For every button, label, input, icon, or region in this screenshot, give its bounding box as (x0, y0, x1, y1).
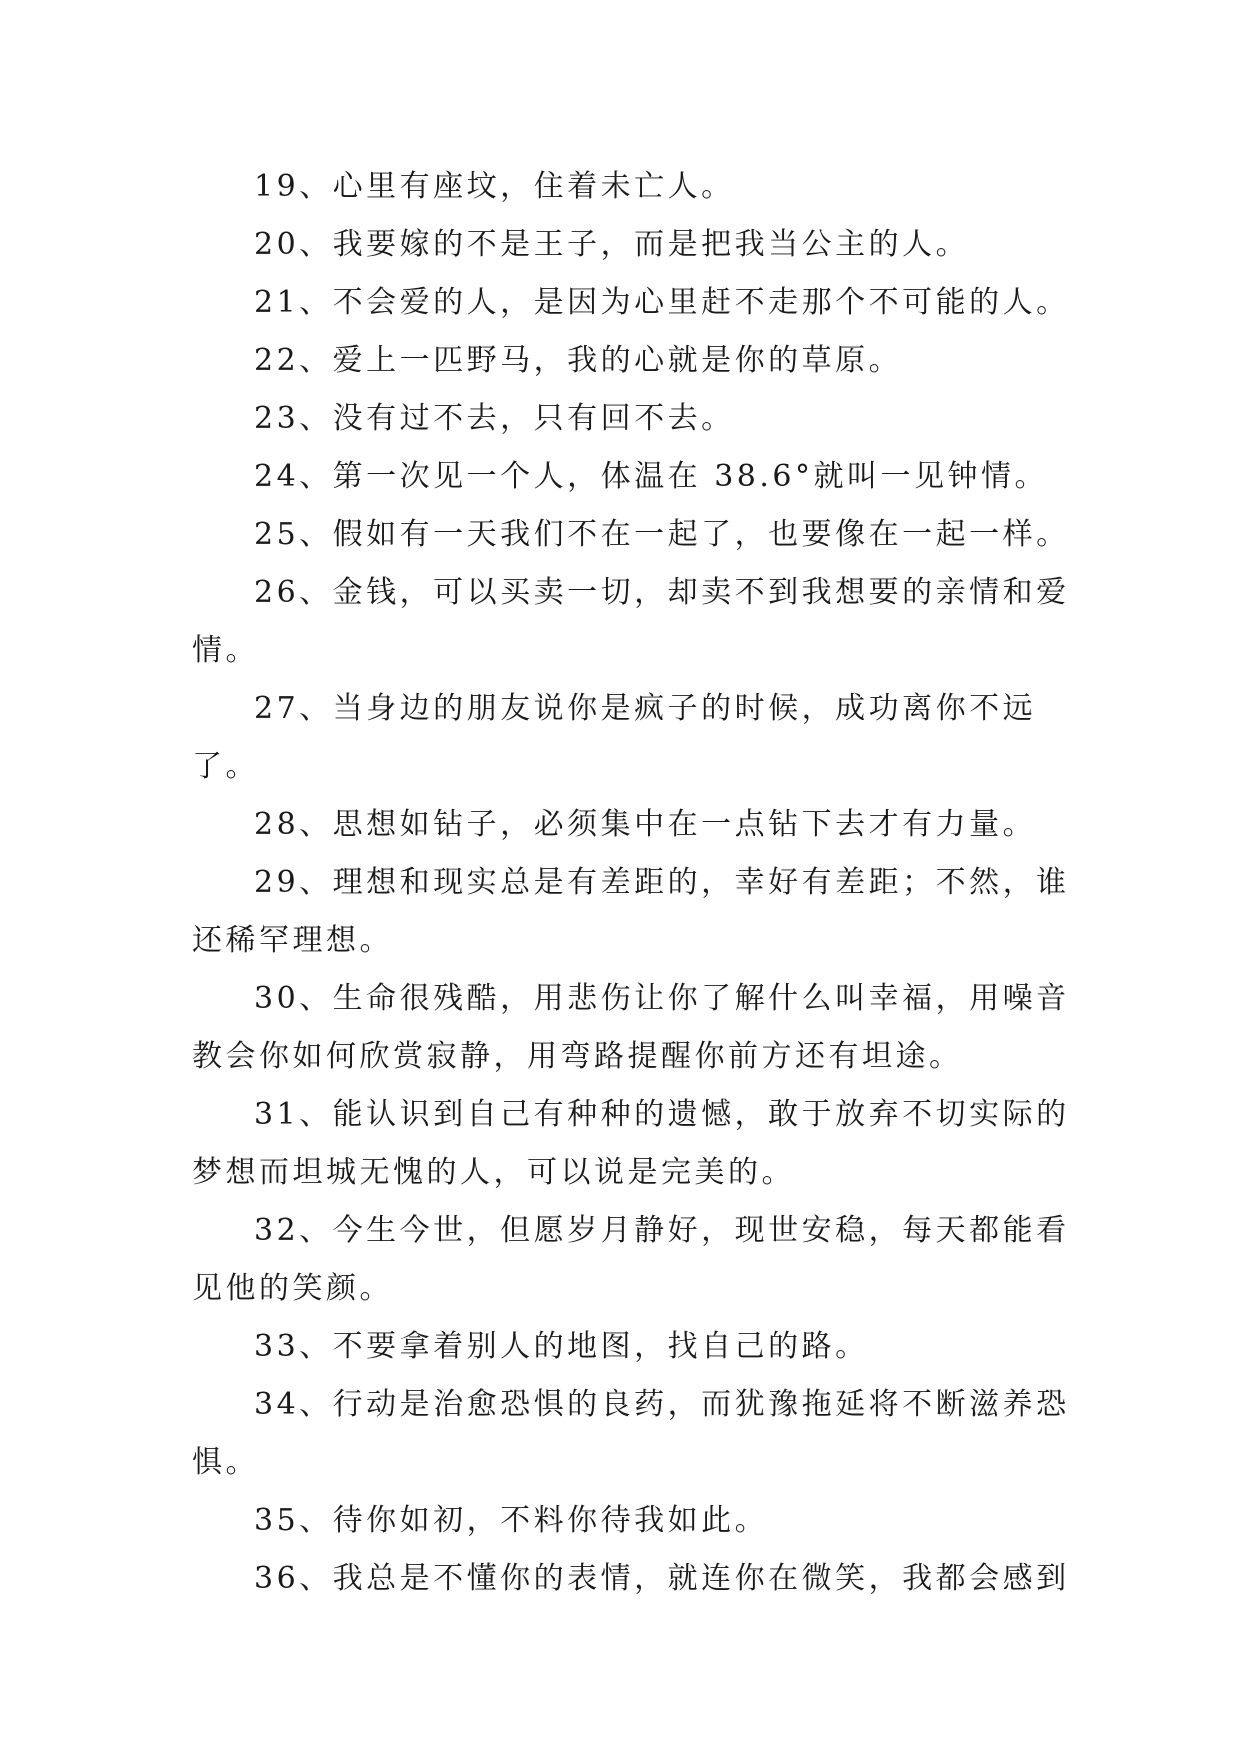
quote-paragraph-34: 34、行动是治愈恐惧的良药，而犹豫拖延将不断滋养恐惧。 (192, 1387, 1070, 1480)
quote-paragraph-33: 33、不要拿着别人的地图，找自己的路。 (254, 1329, 869, 1364)
quote-paragraph-35: 35、待你如初，不料你待我如此。 (254, 1503, 769, 1538)
quote-paragraph-31: 31、能认识到自己有种种的遗憾，敢于放弃不切实际的梦想而坦城无愧的人，可以说是完美的。 (192, 1097, 1070, 1190)
quote-paragraph-20: 20、我要嫁的不是王子，而是把我当公主的人。 (254, 227, 970, 262)
quote-paragraph-19: 19、心里有座坟，住着未亡人。 (254, 169, 735, 204)
quote-paragraph-25: 25、假如有一天我们不在一起了，也要像在一起一样。 (254, 517, 1070, 552)
document-body (192, 158, 1072, 1608)
quote-paragraph-24: 24、第一次见一个人，体温在 38.6°就叫一见钟情。 (254, 459, 1049, 494)
quote-paragraph-36: 36、我总是不懂你的表情，就连你在微笑，我都会感到 (254, 1561, 1070, 1596)
quote-paragraph-29: 29、理想和现实总是有差距的，幸好有差距；不然，谁还稀罕理想。 (192, 865, 1070, 958)
quote-paragraph-30: 30、生命很残酷，用悲伤让你了解什么叫幸福，用噪音教会你如何欣赏寂静，用弯路提醒你前方还有坦途。 (192, 981, 1070, 1074)
quote-paragraph-22: 22、爱上一匹野马，我的心就是你的草原。 (254, 343, 903, 378)
quote-paragraph-28: 28、思想如钻子，必须集中在一点钻下去才有力量。 (254, 807, 1037, 842)
quote-paragraph-21: 21、不会爱的人，是因为心里赶不走那个不可能的人。 (254, 285, 1070, 320)
quote-paragraph-23: 23、没有过不去，只有回不去。 (254, 401, 735, 436)
quote-paragraph-26: 26、金钱，可以买卖一切，却卖不到我想要的亲情和爱情。 (192, 575, 1070, 668)
quote-paragraph-27: 27、当身边的朋友说你是疯子的时候，成功离你不远了。 (192, 691, 1037, 784)
quote-paragraph-32: 32、今生今世，但愿岁月静好，现世安稳，每天都能看见他的笑颜。 (192, 1213, 1070, 1306)
